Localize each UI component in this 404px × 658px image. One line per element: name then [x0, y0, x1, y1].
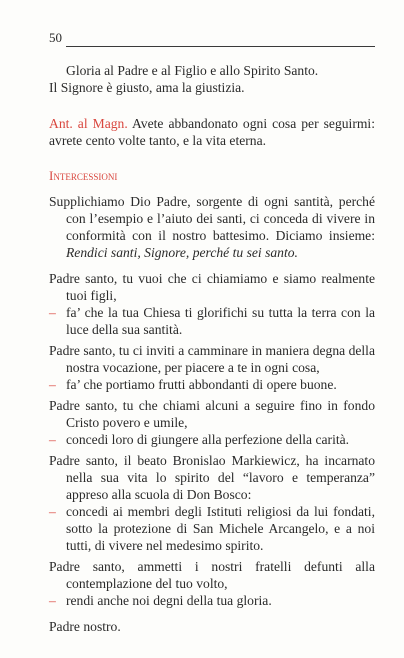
- dash-mark: –: [49, 593, 56, 608]
- dash-mark: –: [49, 377, 56, 392]
- invocation-4: Padre santo, il beato Bronislao Markiewicz, ha incarnato nella sua vita lo spirito del “lavoro e temperanza” appreso alla scuola di Don Bosco:: [49, 453, 375, 502]
- petition-1: [49, 304, 375, 338]
- intercessions-response: Rendici santi, Signore, perché tu sei santo.: [66, 245, 298, 260]
- petition-4-text: concedi ai membri degli Istituti religiosi da lui fondati, sotto la protezione di San Michele Arcangelo, e a noi tutti, di vivere nel medesimo spirito.: [66, 504, 375, 553]
- antiphon-label: Ant. al Magn.: [49, 116, 128, 131]
- petition-2-text: fa’ che portiamo frutti abbondanti di opere buone.: [66, 377, 337, 392]
- petition-3: [49, 431, 375, 448]
- invocation-2: Padre santo, tu ci inviti a camminare in maniera degna della nostra vocazione, per piacere a te in ogni cosa,: [49, 343, 375, 375]
- page-number: 50: [49, 30, 62, 45]
- petition-5: [49, 592, 375, 609]
- header-rule: [66, 46, 375, 47]
- page-header: [49, 30, 375, 50]
- petition-5-text: rendi anche noi degni della tua gloria.: [66, 593, 272, 608]
- antiphon-text: Avete abbandonato ogni cosa per seguirmi: avrete cento volte tanto, e la vita eterna.: [49, 116, 375, 148]
- dash-mark: –: [49, 305, 56, 320]
- dash-mark: –: [49, 432, 56, 447]
- invocation-1: Padre santo, tu vuoi che ci chiamiamo e siamo realmente tuoi figli,: [49, 271, 375, 303]
- antiphon: [49, 115, 375, 149]
- intercessions-title: Intercessioni: [49, 168, 118, 183]
- invocation-5: Padre santo, ammetti i nostri fratelli defunti alla contemplazione del tuo volto,: [49, 559, 375, 591]
- doxology: [49, 62, 375, 96]
- intercessions-intro-text: Supplichiamo Dio Padre, sorgente di ogni santità, perché con l’esempio e l’aiuto dei santi, ci conceda di vivere in conformità con il nostro battesimo. Diciamo insieme:: [49, 194, 375, 243]
- petition-2: [49, 376, 375, 393]
- prayer-page: [49, 30, 375, 635]
- dash-mark: –: [49, 504, 56, 519]
- petition-1-text: fa’ che la tua Chiesa ti glorifichi su tutta la terra con la luce della sua santità.: [66, 305, 375, 337]
- petition-3-text: concedi loro di giungere alla perfezione della carità.: [66, 432, 350, 447]
- invocation-3: Padre santo, tu che chiami alcuni a seguire fino in fondo Cristo povero e umile,: [49, 398, 375, 430]
- closing-prayer: Padre nostro.: [49, 619, 121, 634]
- doxology-line-2: Il Signore è giusto, ama la giustizia.: [49, 80, 245, 95]
- doxology-line-1: Gloria al Padre e al Figlio e allo Spirito Santo.: [66, 63, 319, 78]
- petition-4: [49, 503, 375, 554]
- intercessions-intro: [49, 193, 375, 261]
